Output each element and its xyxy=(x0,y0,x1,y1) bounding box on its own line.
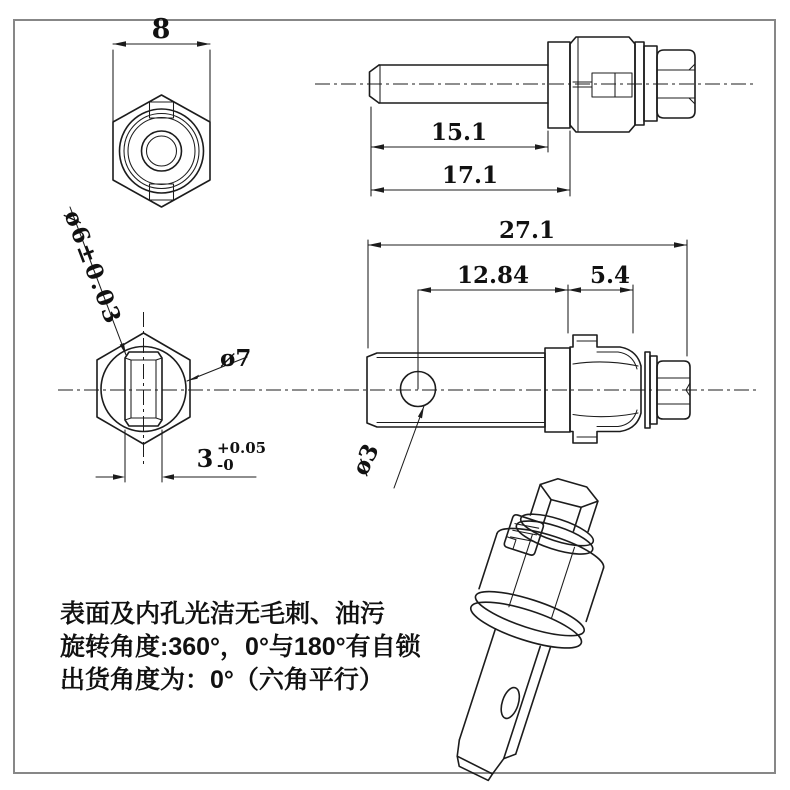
circle-chamfer xyxy=(128,118,195,185)
arrowhead xyxy=(557,187,570,192)
flange xyxy=(548,42,570,128)
dim-slot-width: 3 xyxy=(196,444,214,473)
arrowhead xyxy=(197,41,210,46)
arrowhead xyxy=(418,406,424,418)
view-side-shaft xyxy=(315,37,757,196)
iso-nut-top xyxy=(537,473,601,513)
arrowhead xyxy=(162,474,174,479)
arrowhead xyxy=(113,41,126,46)
dim-hole-dia: ø3 xyxy=(346,439,385,480)
hex-face-arc xyxy=(573,413,638,417)
dim-hole-to-hex: 12.84 xyxy=(456,262,530,289)
dim-shaft-with-flange: 17.1 xyxy=(441,162,499,189)
arrowhead xyxy=(371,144,384,149)
view-front-end xyxy=(58,206,758,482)
arrowhead xyxy=(418,287,431,292)
arrowhead xyxy=(555,287,568,292)
note-line-3: 出货角度为：0°（六角平行） xyxy=(60,666,384,694)
iso-oval-hole xyxy=(498,685,523,720)
view-side-hole xyxy=(347,217,690,488)
arrowhead xyxy=(535,144,548,149)
iso-hex-outer-edges xyxy=(479,534,603,624)
dim-bore: ø6±0.03 xyxy=(58,206,127,329)
iso-collar-top xyxy=(471,583,588,645)
view-top-end xyxy=(113,14,210,207)
arrowhead xyxy=(187,375,199,381)
dim-hex-width: 8 xyxy=(151,14,171,45)
dim-hex-length: 5.4 xyxy=(589,262,631,289)
plunger xyxy=(592,73,632,97)
hex-face-arc xyxy=(573,362,638,366)
notes-block xyxy=(60,599,422,694)
arrowhead xyxy=(371,187,384,192)
leader-line xyxy=(394,406,424,488)
iso-collar-bottom xyxy=(466,593,586,657)
arrowhead xyxy=(674,242,687,247)
note-line-2: 旋转角度:360°，0°与180°有自锁 xyxy=(60,633,421,661)
note-line-1: 表面及内孔光洁无毛刺、油污 xyxy=(60,600,386,628)
circle-mid xyxy=(124,114,199,189)
dim-slot-tol-upper: +0.05 xyxy=(217,439,267,457)
iso-tip-end xyxy=(453,756,494,781)
view-isometric xyxy=(422,464,628,790)
circle-hole-outer xyxy=(142,131,182,171)
dim-shaft-length: 15.1 xyxy=(430,119,488,146)
arrowhead xyxy=(568,287,581,292)
circle-outer xyxy=(120,109,204,193)
arrowhead xyxy=(368,242,381,247)
circle-hole-inner xyxy=(147,136,177,166)
arrowhead xyxy=(113,474,125,479)
dim-slot-tol-lower: -0 xyxy=(217,456,234,474)
dim-outer-dia: ø7 xyxy=(220,345,252,372)
dim-overall-length: 27.1 xyxy=(498,217,556,244)
